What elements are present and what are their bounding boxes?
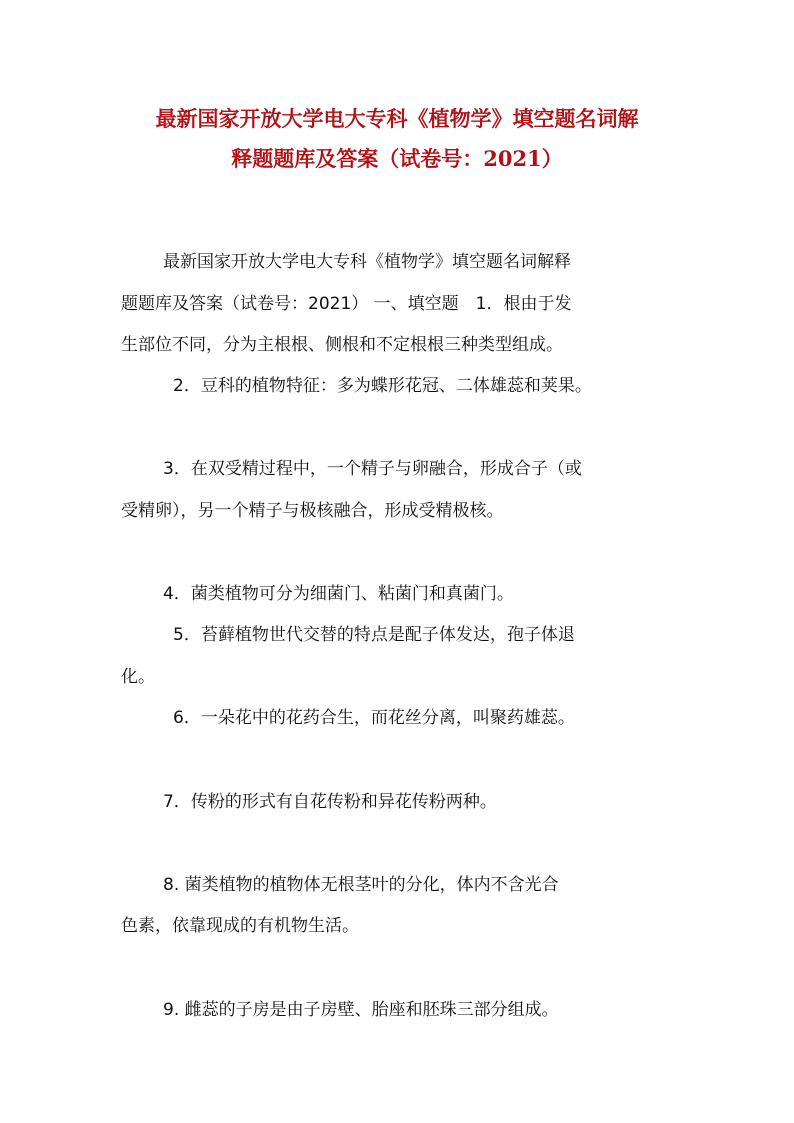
body-line-7: 4．菌类植物可分为细菌门、粘菌门和真菌门。 (163, 584, 514, 604)
body-line-6: 受精卵），另一个精子与极核融合，形成受精极核。 (121, 501, 504, 521)
body-line-13: 色素，依靠现成的有机物生活。 (121, 916, 359, 936)
body-line-3: 生部位不同，分为主根根、侧根和不定根根三种类型组成。 (121, 335, 563, 355)
body-line-2: 题题库及答案（试卷号：2021） 一、填空题 1．根由于发 (121, 294, 572, 314)
body-line-8: 5．苔藓植物世代交替的特点是配子体发达，孢子体退 (173, 625, 575, 645)
body-line-9: 化。 (121, 667, 155, 687)
body-line-5: 3．在双受精过程中，一个精子与卵融合，形成合子（或 (163, 459, 582, 479)
body-line-12: 8. 菌类植物的植物体无根茎叶的分化，体内不含光合 (163, 875, 559, 895)
body-line-1: 最新国家开放大学电大专科《植物学》填空题名词解释 (163, 252, 571, 272)
body-line-14: 9. 雌蕊的子房是由子房壁、胎座和胚珠三部分组成。 (163, 1000, 559, 1020)
body-line-10: 6．一朵花中的花药合生，而花丝分离，叫聚药雄蕊。 (173, 708, 575, 728)
body-line-11: 7．传粉的形式有自花传粉和异花传粉两种。 (163, 792, 497, 812)
document-title-line-1: 最新国家开放大学电大专科《植物学》填空题名词解 (155, 106, 639, 131)
document-title-line-2: 释题题库及答案（试卷号：2021） (231, 146, 563, 171)
body-line-4: 2．豆科的植物特征：多为蝶形花冠、二体雄蕊和荚果。 (173, 376, 592, 396)
